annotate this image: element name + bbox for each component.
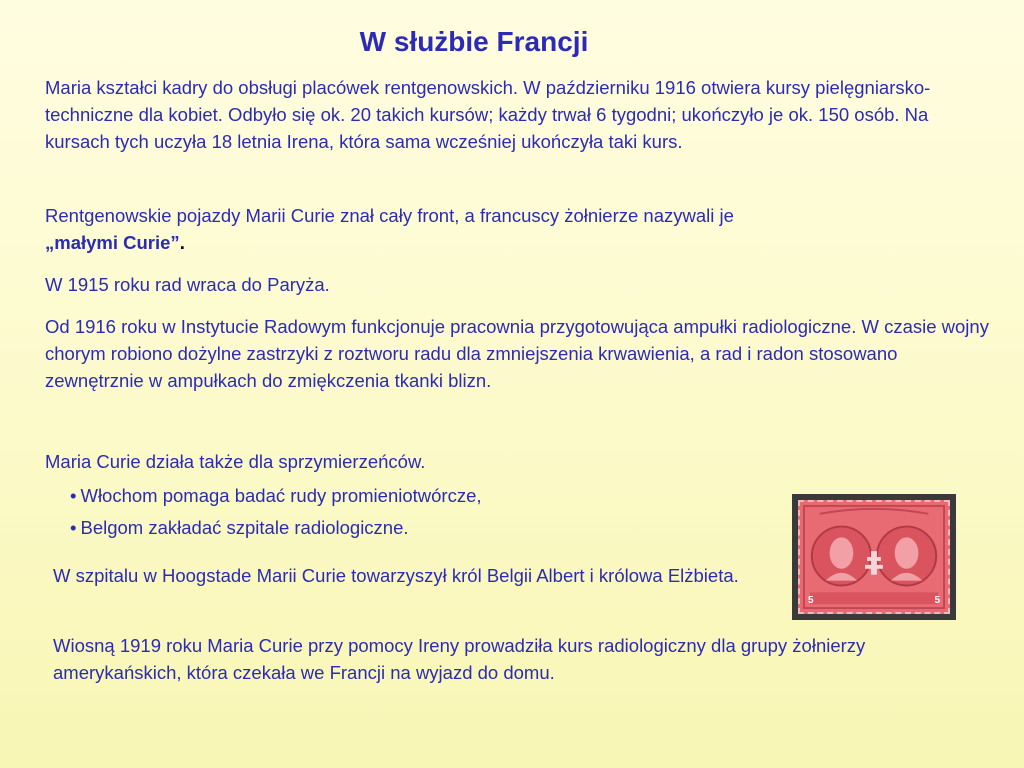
nickname-period: . <box>179 232 185 253</box>
paragraph-hoogstade: W szpitalu w Hoogstade Marii Curie towarzyszył król Belgii Albert i królowa Elżbieta. <box>53 565 739 586</box>
bullet-icon: • <box>70 485 77 506</box>
paragraph-american-soldiers: Wiosną 1919 roku Maria Curie przy pomocy Ireny prowadziła kurs radiologiczny dla grupy żołnierzy amerykańskich, która czekała we Francji na wyjazd do domu. <box>53 635 866 683</box>
paragraph-radium-institute: Od 1916 roku w Instytucie Radowym funkcjonuje pracownia przygotowująca ampułki radiologiczne. W czasie wojny chorym robiono dożylne zastrzyki z roztworu radu dla zmniejszenia krwawienia, a rad i radon stosowano zewnętrznie w ampułkach do zmiękczenia tkanki blizn. <box>45 316 989 391</box>
bullet-icon: • <box>70 517 77 538</box>
stamp-value-left: 5 <box>808 595 814 606</box>
paragraph-radium-returns: W 1915 roku rad wraca do Paryża. <box>45 274 330 295</box>
page-title: W służbie Francji <box>359 26 589 57</box>
bullet-text: Włochom pomaga badać rudy promieniotwórcze, <box>80 485 482 506</box>
bullet-text: Belgom zakładać szpitale radiologiczne. <box>80 517 409 538</box>
nickname-bold: „małymi Curie” <box>45 232 180 253</box>
list-item <box>70 482 482 509</box>
list-item <box>70 514 409 541</box>
stamp-portraits <box>800 502 948 612</box>
stamp-value-right: 5 <box>934 595 940 606</box>
paragraph-rentgen-vehicles-text: Rentgenowskie pojazdy Marii Curie znał cały front, a francuscy żołnierze nazywali je <box>45 205 734 226</box>
paragraph-courses: Maria kształci kadry do obsługi placówek rentgenowskich. W październiku 1916 otwiera kursy pielęgniarsko-techniczne dla kobiet. Odbyło się ok. 20 takich kursów; każdy trwał 6 tygodni; ukończyło je ok. 150 osób. Na kursach tych uczyła 18 letnia Irena, która sama wcześniej ukończyła taki kurs. <box>45 77 931 152</box>
paragraph-allies: Maria Curie działa także dla sprzymierzeńców. <box>45 451 426 472</box>
paragraph-rentgen-vehicles <box>45 202 945 256</box>
postage-stamp-image <box>792 494 956 620</box>
